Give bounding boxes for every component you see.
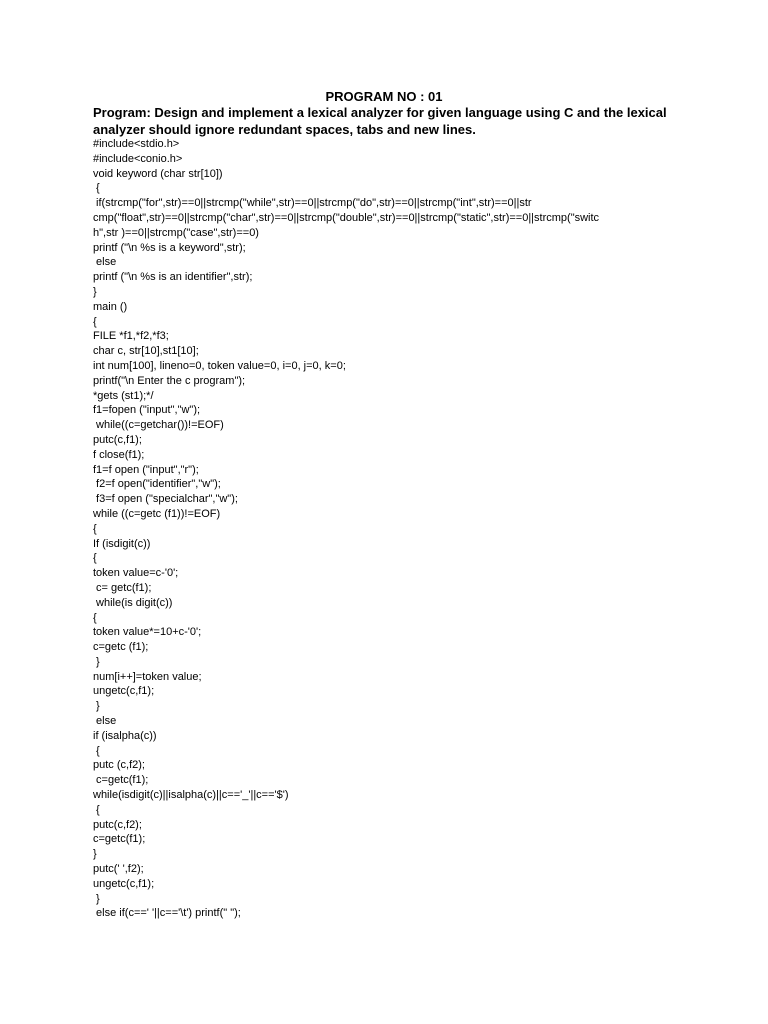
code-line: } xyxy=(93,285,97,298)
code-line: } xyxy=(93,848,97,861)
code-line: { xyxy=(93,744,100,757)
code-line: c=getc (f1); xyxy=(93,641,149,654)
code-line: else xyxy=(93,715,117,728)
code-line: cmp("float",str)==0||strcmp("char",str)==0||strcmp("double",str)==0||strcmp("static",str)==0||strcmp("switc xyxy=(93,211,600,224)
code-line: #include<stdio.h> xyxy=(93,138,180,150)
code-line: while ((c=getc (f1))!=EOF) xyxy=(93,507,221,520)
code-line: printf ("\n %s is an identifier",str); xyxy=(93,271,253,284)
code-line: printf("\n Enter the c program"); xyxy=(93,374,246,387)
code-line: char c, str[10],st1[10]; xyxy=(93,345,199,358)
code-line: putc (c,f2); xyxy=(93,759,145,772)
program-title: PROGRAM NO : 01 xyxy=(325,89,443,104)
code-line: *gets (st1);*/ xyxy=(93,389,154,402)
code-line: f1=fopen ("input","w"); xyxy=(93,404,201,417)
code-line: putc(c,f1); xyxy=(93,433,142,446)
code-line: f3=f open ("specialchar","w"); xyxy=(93,493,238,506)
code-line: { xyxy=(93,611,97,624)
code-line: void keyword (char str[10]) xyxy=(93,167,223,180)
code-line: { xyxy=(93,803,100,816)
code-line: } xyxy=(93,700,100,713)
code-line: h",str )==0||strcmp("case",str)==0) xyxy=(93,226,259,239)
code-line: token value*=10+c-'0'; xyxy=(93,626,202,639)
code-line: { xyxy=(93,552,97,565)
code-line: if (isalpha(c)) xyxy=(93,729,157,742)
code-line: ungetc(c,f1); xyxy=(93,685,155,698)
code-line: f2=f open("identifier","w"); xyxy=(93,478,221,491)
code-block xyxy=(93,137,693,921)
code-line: putc(c,f2); xyxy=(93,818,142,831)
program-heading: Program: Design and implement a lexical analyzer for given language using C and the lexical analyzer should ignore redundant spaces, tabs and new lines. xyxy=(93,105,667,137)
code-line: main () xyxy=(93,300,128,313)
code-line: f close(f1); xyxy=(93,448,145,461)
code-line: if(strcmp("for",str)==0||strcmp("while",str)==0||strcmp("do",str)==0||strcmp("int",str)==0||str xyxy=(93,197,532,210)
code-line: while((c=getchar())!=EOF) xyxy=(93,419,224,432)
code-line: else xyxy=(93,256,117,269)
code-line: FILE *f1,*f2,*f3; xyxy=(93,330,169,343)
code-line: { xyxy=(93,182,100,195)
code-line: else if(c==' '||c=='\t') printf(" "); xyxy=(93,907,241,920)
code-line: token value=c-'0'; xyxy=(93,567,179,580)
code-line: putc(' ',f2); xyxy=(93,863,144,876)
code-line: f1=f open ("input","r"); xyxy=(93,463,199,476)
code-line: #include<conio.h> xyxy=(93,152,183,165)
code-line: If (isdigit(c)) xyxy=(93,537,151,550)
code-line: } xyxy=(93,655,100,668)
code-line: int num[100], lineno=0, token value=0, i=0, j=0, k=0; xyxy=(93,359,346,372)
code-line: c= getc(f1); xyxy=(93,581,152,594)
code-line: } xyxy=(93,892,100,905)
code-line: while(is digit(c)) xyxy=(93,596,173,609)
code-line: ungetc(c,f1); xyxy=(93,877,155,890)
code-line: printf ("\n %s is a keyword",str); xyxy=(93,241,246,254)
code-line: { xyxy=(93,522,97,535)
code-line: while(isdigit(c)||isalpha(c)||c=='_'||c=='$') xyxy=(93,789,289,802)
code-line: c=getc(f1); xyxy=(93,833,146,846)
code-line: num[i++]=token value; xyxy=(93,670,202,683)
code-line: { xyxy=(93,315,97,328)
code-line: c=getc(f1); xyxy=(93,774,149,787)
